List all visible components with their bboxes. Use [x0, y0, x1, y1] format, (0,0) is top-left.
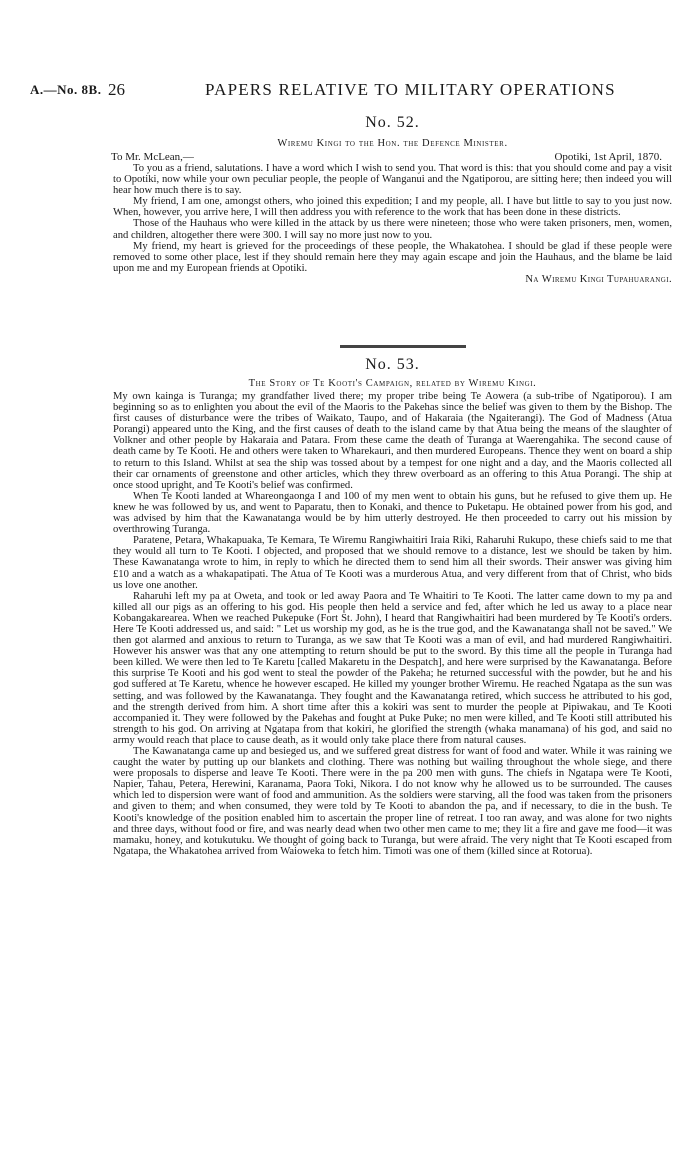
document-reference: A.—No. 8B. [30, 82, 102, 97]
letter-52-signature: Na Wiremu Kingi Tupahuarangi. [525, 273, 672, 285]
page-number: 26 [108, 80, 125, 99]
letter-52-heading-row [111, 151, 672, 163]
letter-52-paragraph: To you as a friend, salutations. I have a word which I wish to send you. That word is this: that you should come and pay a visit to Opotiki, now while your own peculiar people, the people of Wanganui and the Ngatiporou, are sitting here; then indeed you will hear how much there is to say. [113, 163, 672, 197]
letter-53-number: No. 53. [365, 356, 420, 373]
letter-52 [113, 114, 672, 285]
letter-52-paragraph: My friend, I am one, amongst others, who joined this expedition; I and my people, all. I have but little to say to you just now. When, however, you arrive here, I will then address you with reference to the work that has been done in these districts. [113, 196, 672, 219]
running-header [30, 80, 616, 102]
letter-52-paragraph: My friend, my heart is grieved for the proceedings of these people, the Whakatohea. I should be glad if these people were removed to some other place, lest if they should remain here they may again escape and join the Hauhaus, and the blame be laid upon me and my European friends at Opotiki. [113, 240, 672, 274]
letter-53-paragraph: Raharuhi left my pa at Oweta, and took or led away Paora and Te Whaitiri to Te Kooti. The latter came down to my pa and killed all our pigs as an offering to his god. His people then held a service and fed, after which he led us away to a place near Kobangakarearea. When we reached Pukepuke (Fort St. John), I heard that Rangiwhaitiri had been murdered by Te Kooti's orders. Here Te Kooti addressed us, and said: " Let us worship my god, as he is the true god, and the Kawanatanga shall not be saved." We then got alarmed and anxious to return to Turanga, as we saw that Te Kooti was a man of evil, and had murdered Rangiwhaitiri. However his answer was that any one attempting to return should be put to the sword. By this time all the people in Turanga had been killed. We were then led to Te Karetu [called Makaretu in the Despatch], and here were surprised by the Kawanatanga. Before this surprise Te Kooti and his god went to steal the powder of the Pakeha; he returned successful with the powder, but he and his god suffered at Te Karetu, whence he however escaped. He killed my younger brother Wiremu. He reached Ngatapa as the sun was setting, and was followed by the Kawanatanga. They fought and the Kawanatanga retired, which success he attributed to his god, and the strength derived from him. A short time after this a kokiri was sent to murder the people at Pipiwakau, and Te Kooti accompanied it. They were followed by the Pakehas and fought at Puke Puke; no men were killed, and Te Kooti still attributed his strength to his god. On arriving at Ngatapa from that kokiri, he glorified the strength (whaka manamana) of his god, and said no army would reach that place to cause death, as it would only take place there from natural causes. [113, 590, 672, 746]
letter-53-paragraph: When Te Kooti landed at Whareongaonga I and 100 of my men went to obtain his guns, but he refused to give them up. He knew he was followed by us, and went to Paparatu, then to Konaki, and thence to Puketapu. He obtained power from his god, and was advised by him that the Kawanatanga would be by him utterly destroyed. He then proceeded to carry out his mission by overthrowing Turanga. [113, 490, 672, 536]
letter-52-salutation: To Mr. McLean,— [111, 151, 194, 163]
running-title: PAPERS RELATIVE TO MILITARY OPERATIONS [205, 80, 616, 99]
letter-53-caption: The Story of Te Kooti's Campaign, related by Wiremu Kingi. [248, 378, 537, 389]
letter-53-paragraph: Paratene, Petara, Whakapuaka, Te Kemara, Te Wiremu Rangiwhaitiri Iraia Riki, Raharuhi Rukupo, these chiefs said to me that they would all turn to Te Kooti. I objected, and proposed that we should remove to a distance, lest we should be taken by him. These Kawanatanga wrote to him, in reply to which he directed them to send him all their swords. Their answer was giving him £10 and a watch as a whakapatipati. The Atua of Te Kooti was a murderous Atua, and very different from that of Christ, who bids us love one another. [113, 535, 672, 591]
letter-52-caption: Wiremu Kingi to the Hon. the Defence Minister. [277, 138, 508, 149]
letter-52-place-date: Opotiki, 1st April, 1870. [554, 151, 662, 163]
section-divider [340, 345, 466, 348]
letter-52-paragraph: Those of the Hauhaus who were killed in the attack by us there were nineteen; those who were taken prisoners, men, women, and children, altogether there were 300. I will say no more just now to you. [113, 218, 672, 241]
letter-53 [113, 356, 672, 857]
letter-53-paragraph: The Kawanatanga came up and besieged us, and we suffered great distress for want of food and water. While it was raining we caught the water by putting up our blankets and clothing. There was nothing but wailing throughout the whole siege, and there were proposals to disperse and leave Te Kooti. There were in the pa 200 men with guns. The chiefs in Ngatapa were Te Kooti, Napier, Tahau, Petera, Herewini, Karanama, Paora Toki, Nikora. I do not know why he allowed us to be surrounded. The causes which led to dispersion were want of food and ammunition. As the soldiers were starving, all the food was taken from the prisoners and given to them; and when consumed, they were told by Te Kooti to abandon the pa, and if necessary, to die in the bush. Te Kooti's knowledge of the position enabled him to ascertain the proper line of retreat. I too ran away, and was alone for two nights and three days, without food or fire, and was nearly dead when two other men came to me; they lit a fire and gave me food—it was mamaku, honey, and kotukutuku. We thought of going back to Turanga, but were afraid. The very night that Te Kooti escaped from Ngatapa, the Whakatohea arrived from Waioweka to fetch him. Timoti was one of them (killed since at Rotorua). [113, 746, 672, 857]
letter-52-number: No. 52. [365, 114, 420, 131]
letter-53-paragraph: My own kainga is Turanga; my grandfather lived there; my proper tribe being Te Aowera (a sub-tribe of Ngatiporou). I am beginning so as to enlighten you about the evil of the Maoris to the Pakehas since the belief was given to them by the Bishop. The first causes of disturbance were the tribes of Waikato, Taupo, and of Hakaraia (the Ngaiterangi). The God of Madness (Atua Porangi) appeared unto the King, and the first causes of death to the island came by that Atua being the means of the slaughter of Volkner and other people by Hakaraia and Patara. From these came the death of Turanga at Waerengahika. The second cause of death came by Te Kooti. He and others were taken to Wharekauri, and then murdered Europeans. Thence they went on board a ship to return to this Island. Whilst at sea the ship was tossed about by a tempest for one night and a day, and the Maoris collected all their car ornaments of greenstone and other articles, which they threw overboard as an offering to this Atua Porangi. The ship at once stood upright, and Te Kooti's belief was confirmed. [113, 391, 672, 491]
